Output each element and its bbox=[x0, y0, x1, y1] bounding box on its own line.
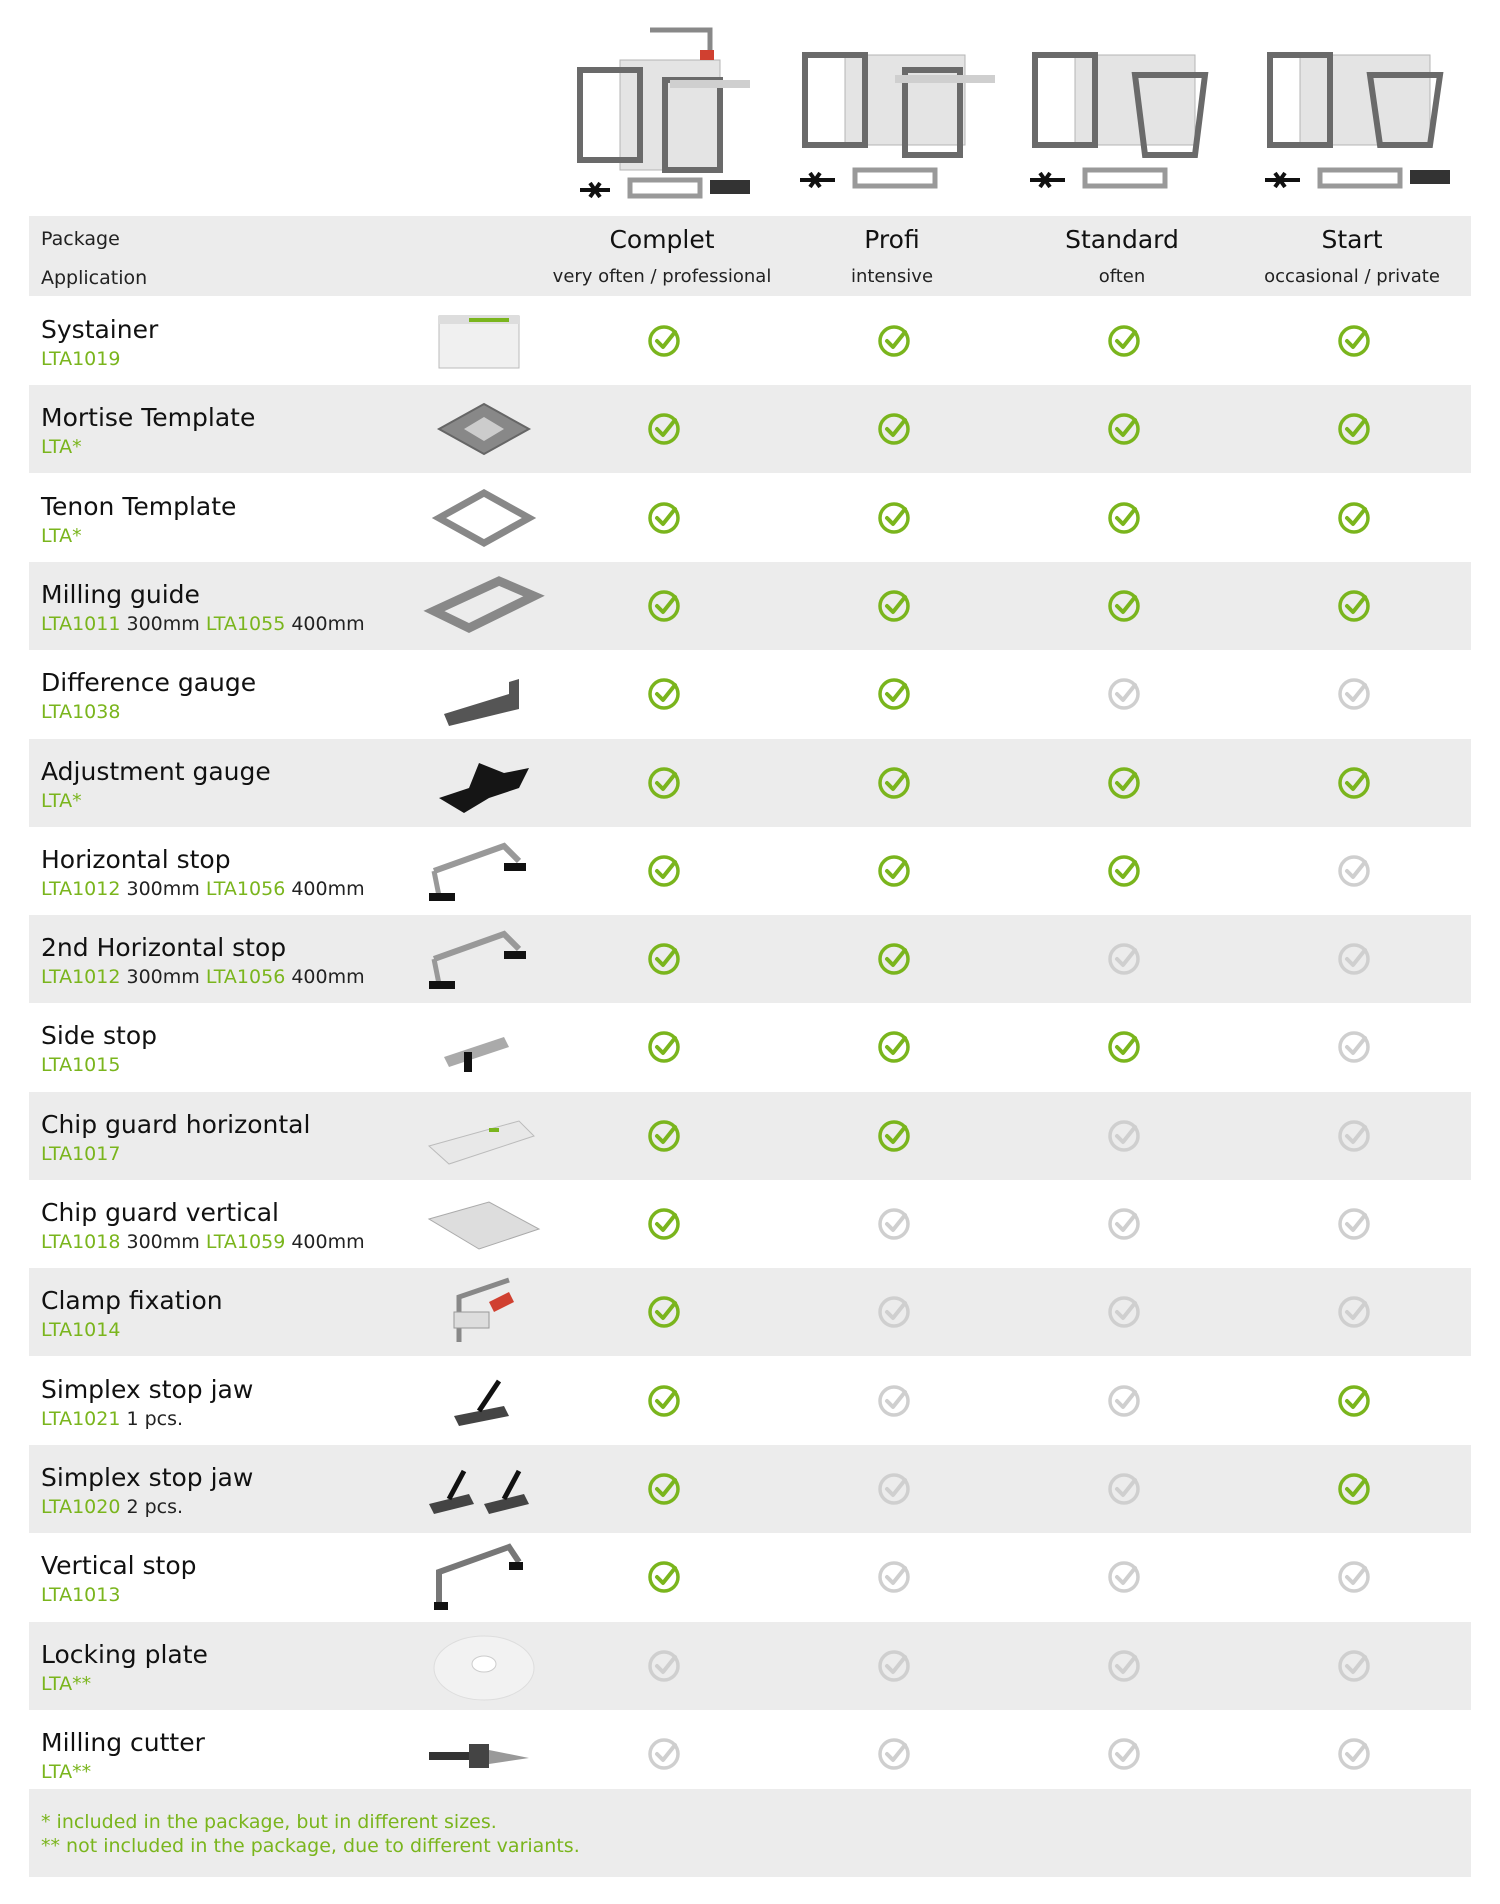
check-included-icon bbox=[1106, 765, 1142, 801]
product-image-start bbox=[1260, 20, 1475, 210]
size-text: 400mm bbox=[285, 613, 365, 635]
component-name: Clamp fixation bbox=[41, 1286, 223, 1315]
table-row bbox=[29, 562, 1471, 650]
product-image-profi bbox=[795, 20, 1010, 210]
size-text: 300mm bbox=[120, 966, 206, 988]
check-included-icon bbox=[876, 765, 912, 801]
application-standard: often bbox=[1098, 266, 1146, 287]
check-included-icon bbox=[646, 1029, 682, 1065]
check-included-icon bbox=[876, 941, 912, 977]
size-text: 400mm bbox=[285, 966, 365, 988]
component-code bbox=[41, 1054, 120, 1076]
check-not-included-icon bbox=[1106, 1118, 1142, 1154]
component-name: Simplex stop jaw bbox=[41, 1463, 254, 1492]
component-code bbox=[41, 436, 82, 458]
table-row bbox=[29, 474, 1471, 562]
article-number: LTA1020 bbox=[41, 1496, 121, 1518]
check-not-included-icon bbox=[1336, 1559, 1372, 1595]
package-name-start: Start bbox=[1321, 225, 1383, 254]
check-included-icon bbox=[1336, 323, 1372, 359]
check-not-included-icon bbox=[876, 1471, 912, 1507]
article-number: LTA* bbox=[41, 436, 82, 458]
check-included-icon bbox=[876, 1118, 912, 1154]
check-included-icon bbox=[646, 500, 682, 536]
article-number: LTA1011 bbox=[41, 613, 121, 635]
article-number: LTA1018 bbox=[41, 1231, 121, 1253]
package-label: Package bbox=[41, 228, 120, 250]
check-not-included-icon bbox=[1106, 941, 1142, 977]
component-name: Systainer bbox=[41, 315, 159, 344]
check-not-included-icon bbox=[1336, 1648, 1372, 1684]
size-text: 300mm bbox=[120, 613, 206, 635]
check-not-included-icon bbox=[1106, 1294, 1142, 1330]
check-not-included-icon bbox=[876, 1559, 912, 1595]
table-row bbox=[29, 915, 1471, 1003]
table-row bbox=[29, 1710, 1471, 1798]
check-included-icon bbox=[646, 323, 682, 359]
article-number: LTA** bbox=[41, 1761, 92, 1783]
simplex-stop-jaw-pair-icon bbox=[409, 1449, 549, 1529]
article-number: LTA1019 bbox=[41, 348, 121, 370]
check-not-included-icon bbox=[1336, 853, 1372, 889]
article-number: LTA* bbox=[41, 790, 82, 812]
table-row bbox=[29, 1622, 1471, 1710]
size-text: 1 pcs. bbox=[120, 1408, 184, 1430]
table-row bbox=[29, 297, 1471, 385]
product-image-standard bbox=[1025, 20, 1240, 210]
footnote-single-asterisk: * included in the package, but in different sizes. bbox=[41, 1811, 497, 1833]
component-code bbox=[41, 1231, 365, 1253]
check-included-icon bbox=[876, 588, 912, 624]
check-included-icon bbox=[646, 1559, 682, 1595]
application-profi: intensive bbox=[850, 266, 934, 287]
component-code bbox=[41, 525, 82, 547]
locking-plate-icon bbox=[409, 1626, 549, 1706]
check-included-icon bbox=[646, 941, 682, 977]
component-name: Milling guide bbox=[41, 580, 200, 609]
chip-guard-vertical-icon bbox=[409, 1184, 549, 1264]
check-included-icon bbox=[646, 853, 682, 889]
horizontal-stop-icon bbox=[409, 919, 549, 999]
adjustment-gauge-icon bbox=[409, 743, 549, 823]
size-text: 400mm bbox=[285, 1231, 365, 1253]
check-not-included-icon bbox=[646, 1736, 682, 1772]
check-included-icon bbox=[1106, 500, 1142, 536]
milling-cutter-icon bbox=[409, 1714, 549, 1794]
component-name: Vertical stop bbox=[41, 1551, 197, 1580]
article-number: LTA** bbox=[41, 1673, 92, 1695]
article-number: LTA1012 bbox=[41, 966, 121, 988]
check-not-included-icon bbox=[1106, 1736, 1142, 1772]
table-row bbox=[29, 1268, 1471, 1356]
article-number: LTA1021 bbox=[41, 1408, 121, 1430]
article-number: LTA1056 bbox=[205, 966, 286, 988]
check-included-icon bbox=[1106, 1029, 1142, 1065]
component-code bbox=[41, 1143, 120, 1165]
check-not-included-icon bbox=[1106, 1471, 1142, 1507]
milling-guide-icon bbox=[409, 566, 549, 646]
check-included-icon bbox=[1336, 1383, 1372, 1419]
side-stop-icon bbox=[409, 1007, 549, 1087]
component-code bbox=[41, 1673, 91, 1695]
check-included-icon bbox=[1336, 500, 1372, 536]
check-not-included-icon bbox=[1336, 1118, 1372, 1154]
check-included-icon bbox=[646, 1118, 682, 1154]
component-name: Simplex stop jaw bbox=[41, 1375, 254, 1404]
article-number: LTA1017 bbox=[41, 1143, 121, 1165]
article-number: LTA1038 bbox=[41, 701, 121, 723]
component-name: Side stop bbox=[41, 1021, 158, 1050]
component-name: Horizontal stop bbox=[41, 845, 231, 874]
check-included-icon bbox=[876, 676, 912, 712]
article-number: LTA1012 bbox=[41, 878, 121, 900]
table-row bbox=[29, 650, 1471, 738]
table-row bbox=[29, 385, 1471, 473]
check-included-icon bbox=[646, 588, 682, 624]
application-complet: very often / professional bbox=[552, 266, 772, 287]
table-row bbox=[29, 1533, 1471, 1621]
check-included-icon bbox=[876, 1029, 912, 1065]
check-not-included-icon bbox=[1106, 1206, 1142, 1242]
check-included-icon bbox=[646, 1206, 682, 1242]
component-name: Locking plate bbox=[41, 1640, 208, 1669]
component-code bbox=[41, 701, 120, 723]
application-start: occasional / private bbox=[1264, 266, 1440, 287]
systainer-box-icon bbox=[409, 301, 549, 381]
table-row bbox=[29, 1003, 1471, 1091]
check-not-included-icon bbox=[876, 1383, 912, 1419]
check-included-icon bbox=[876, 411, 912, 447]
article-number: LTA1013 bbox=[41, 1584, 121, 1606]
component-code bbox=[41, 790, 82, 812]
size-text: 2 pcs. bbox=[120, 1496, 184, 1518]
component-name: Adjustment gauge bbox=[41, 757, 271, 786]
table-row bbox=[29, 827, 1471, 915]
check-included-icon bbox=[646, 1294, 682, 1330]
component-name: Chip guard horizontal bbox=[41, 1110, 311, 1139]
tenon-template-icon bbox=[409, 478, 549, 558]
component-name: Mortise Template bbox=[41, 403, 256, 432]
check-not-included-icon bbox=[1336, 941, 1372, 977]
component-code bbox=[41, 1761, 91, 1783]
horizontal-stop-icon bbox=[409, 831, 549, 911]
package-name-profi: Profi bbox=[864, 225, 920, 254]
check-not-included-icon bbox=[876, 1736, 912, 1772]
check-included-icon bbox=[1336, 411, 1372, 447]
mortise-template-icon bbox=[409, 389, 549, 469]
check-included-icon bbox=[1336, 1471, 1372, 1507]
check-included-icon bbox=[1336, 765, 1372, 801]
article-number: LTA1015 bbox=[41, 1054, 121, 1076]
component-code bbox=[41, 348, 120, 370]
footnote-double-asterisk: ** not included in the package, due to different variants. bbox=[41, 1835, 580, 1857]
article-number: LTA1059 bbox=[205, 1231, 286, 1253]
check-not-included-icon bbox=[646, 1648, 682, 1684]
footnotes bbox=[29, 1789, 1471, 1877]
check-not-included-icon bbox=[1106, 1383, 1142, 1419]
difference-gauge-icon bbox=[409, 654, 549, 734]
check-not-included-icon bbox=[1106, 1559, 1142, 1595]
vertical-stop-icon bbox=[409, 1537, 549, 1617]
check-included-icon bbox=[1336, 588, 1372, 624]
check-not-included-icon bbox=[1106, 676, 1142, 712]
check-not-included-icon bbox=[876, 1648, 912, 1684]
check-included-icon bbox=[1106, 853, 1142, 889]
table-row bbox=[29, 1445, 1471, 1533]
component-code bbox=[41, 1408, 183, 1430]
component-name: Milling cutter bbox=[41, 1728, 205, 1757]
article-number: LTA1055 bbox=[205, 613, 286, 635]
component-code bbox=[41, 1584, 120, 1606]
check-not-included-icon bbox=[1336, 1206, 1372, 1242]
table-row bbox=[29, 1357, 1471, 1445]
check-not-included-icon bbox=[876, 1206, 912, 1242]
component-name: 2nd Horizontal stop bbox=[41, 933, 287, 962]
check-included-icon bbox=[876, 853, 912, 889]
size-text: 300mm bbox=[120, 1231, 206, 1253]
check-included-icon bbox=[876, 323, 912, 359]
check-included-icon bbox=[646, 765, 682, 801]
check-not-included-icon bbox=[876, 1294, 912, 1330]
check-included-icon bbox=[646, 411, 682, 447]
component-name: Difference gauge bbox=[41, 668, 257, 697]
component-code bbox=[41, 878, 365, 900]
table-header bbox=[29, 216, 1471, 296]
article-number: LTA* bbox=[41, 525, 82, 547]
clamp-fixation-icon bbox=[409, 1272, 549, 1352]
package-name-complet: Complet bbox=[609, 225, 715, 254]
check-not-included-icon bbox=[1336, 1294, 1372, 1330]
size-text: 300mm bbox=[120, 878, 206, 900]
check-included-icon bbox=[646, 1383, 682, 1419]
article-number: LTA1056 bbox=[205, 878, 286, 900]
check-included-icon bbox=[1106, 588, 1142, 624]
application-label: Application bbox=[41, 267, 148, 289]
chip-guard-horizontal-icon bbox=[409, 1096, 549, 1176]
table-row bbox=[29, 739, 1471, 827]
component-code bbox=[41, 1496, 183, 1518]
check-included-icon bbox=[876, 500, 912, 536]
product-image-complet bbox=[560, 20, 775, 210]
check-included-icon bbox=[646, 676, 682, 712]
check-not-included-icon bbox=[1336, 1736, 1372, 1772]
size-text: 400mm bbox=[285, 878, 365, 900]
check-not-included-icon bbox=[1336, 676, 1372, 712]
check-included-icon bbox=[1106, 323, 1142, 359]
check-not-included-icon bbox=[1336, 1029, 1372, 1065]
table-row bbox=[29, 1092, 1471, 1180]
simplex-stop-jaw-icon bbox=[409, 1361, 549, 1441]
component-name: Chip guard vertical bbox=[41, 1198, 279, 1227]
check-included-icon bbox=[1106, 411, 1142, 447]
component-code bbox=[41, 966, 365, 988]
component-code bbox=[41, 613, 365, 635]
component-code bbox=[41, 1319, 120, 1341]
table-row bbox=[29, 1180, 1471, 1268]
check-included-icon bbox=[646, 1471, 682, 1507]
package-name-standard: Standard bbox=[1065, 225, 1179, 254]
article-number: LTA1014 bbox=[41, 1319, 121, 1341]
check-not-included-icon bbox=[1106, 1648, 1142, 1684]
component-name: Tenon Template bbox=[41, 492, 237, 521]
